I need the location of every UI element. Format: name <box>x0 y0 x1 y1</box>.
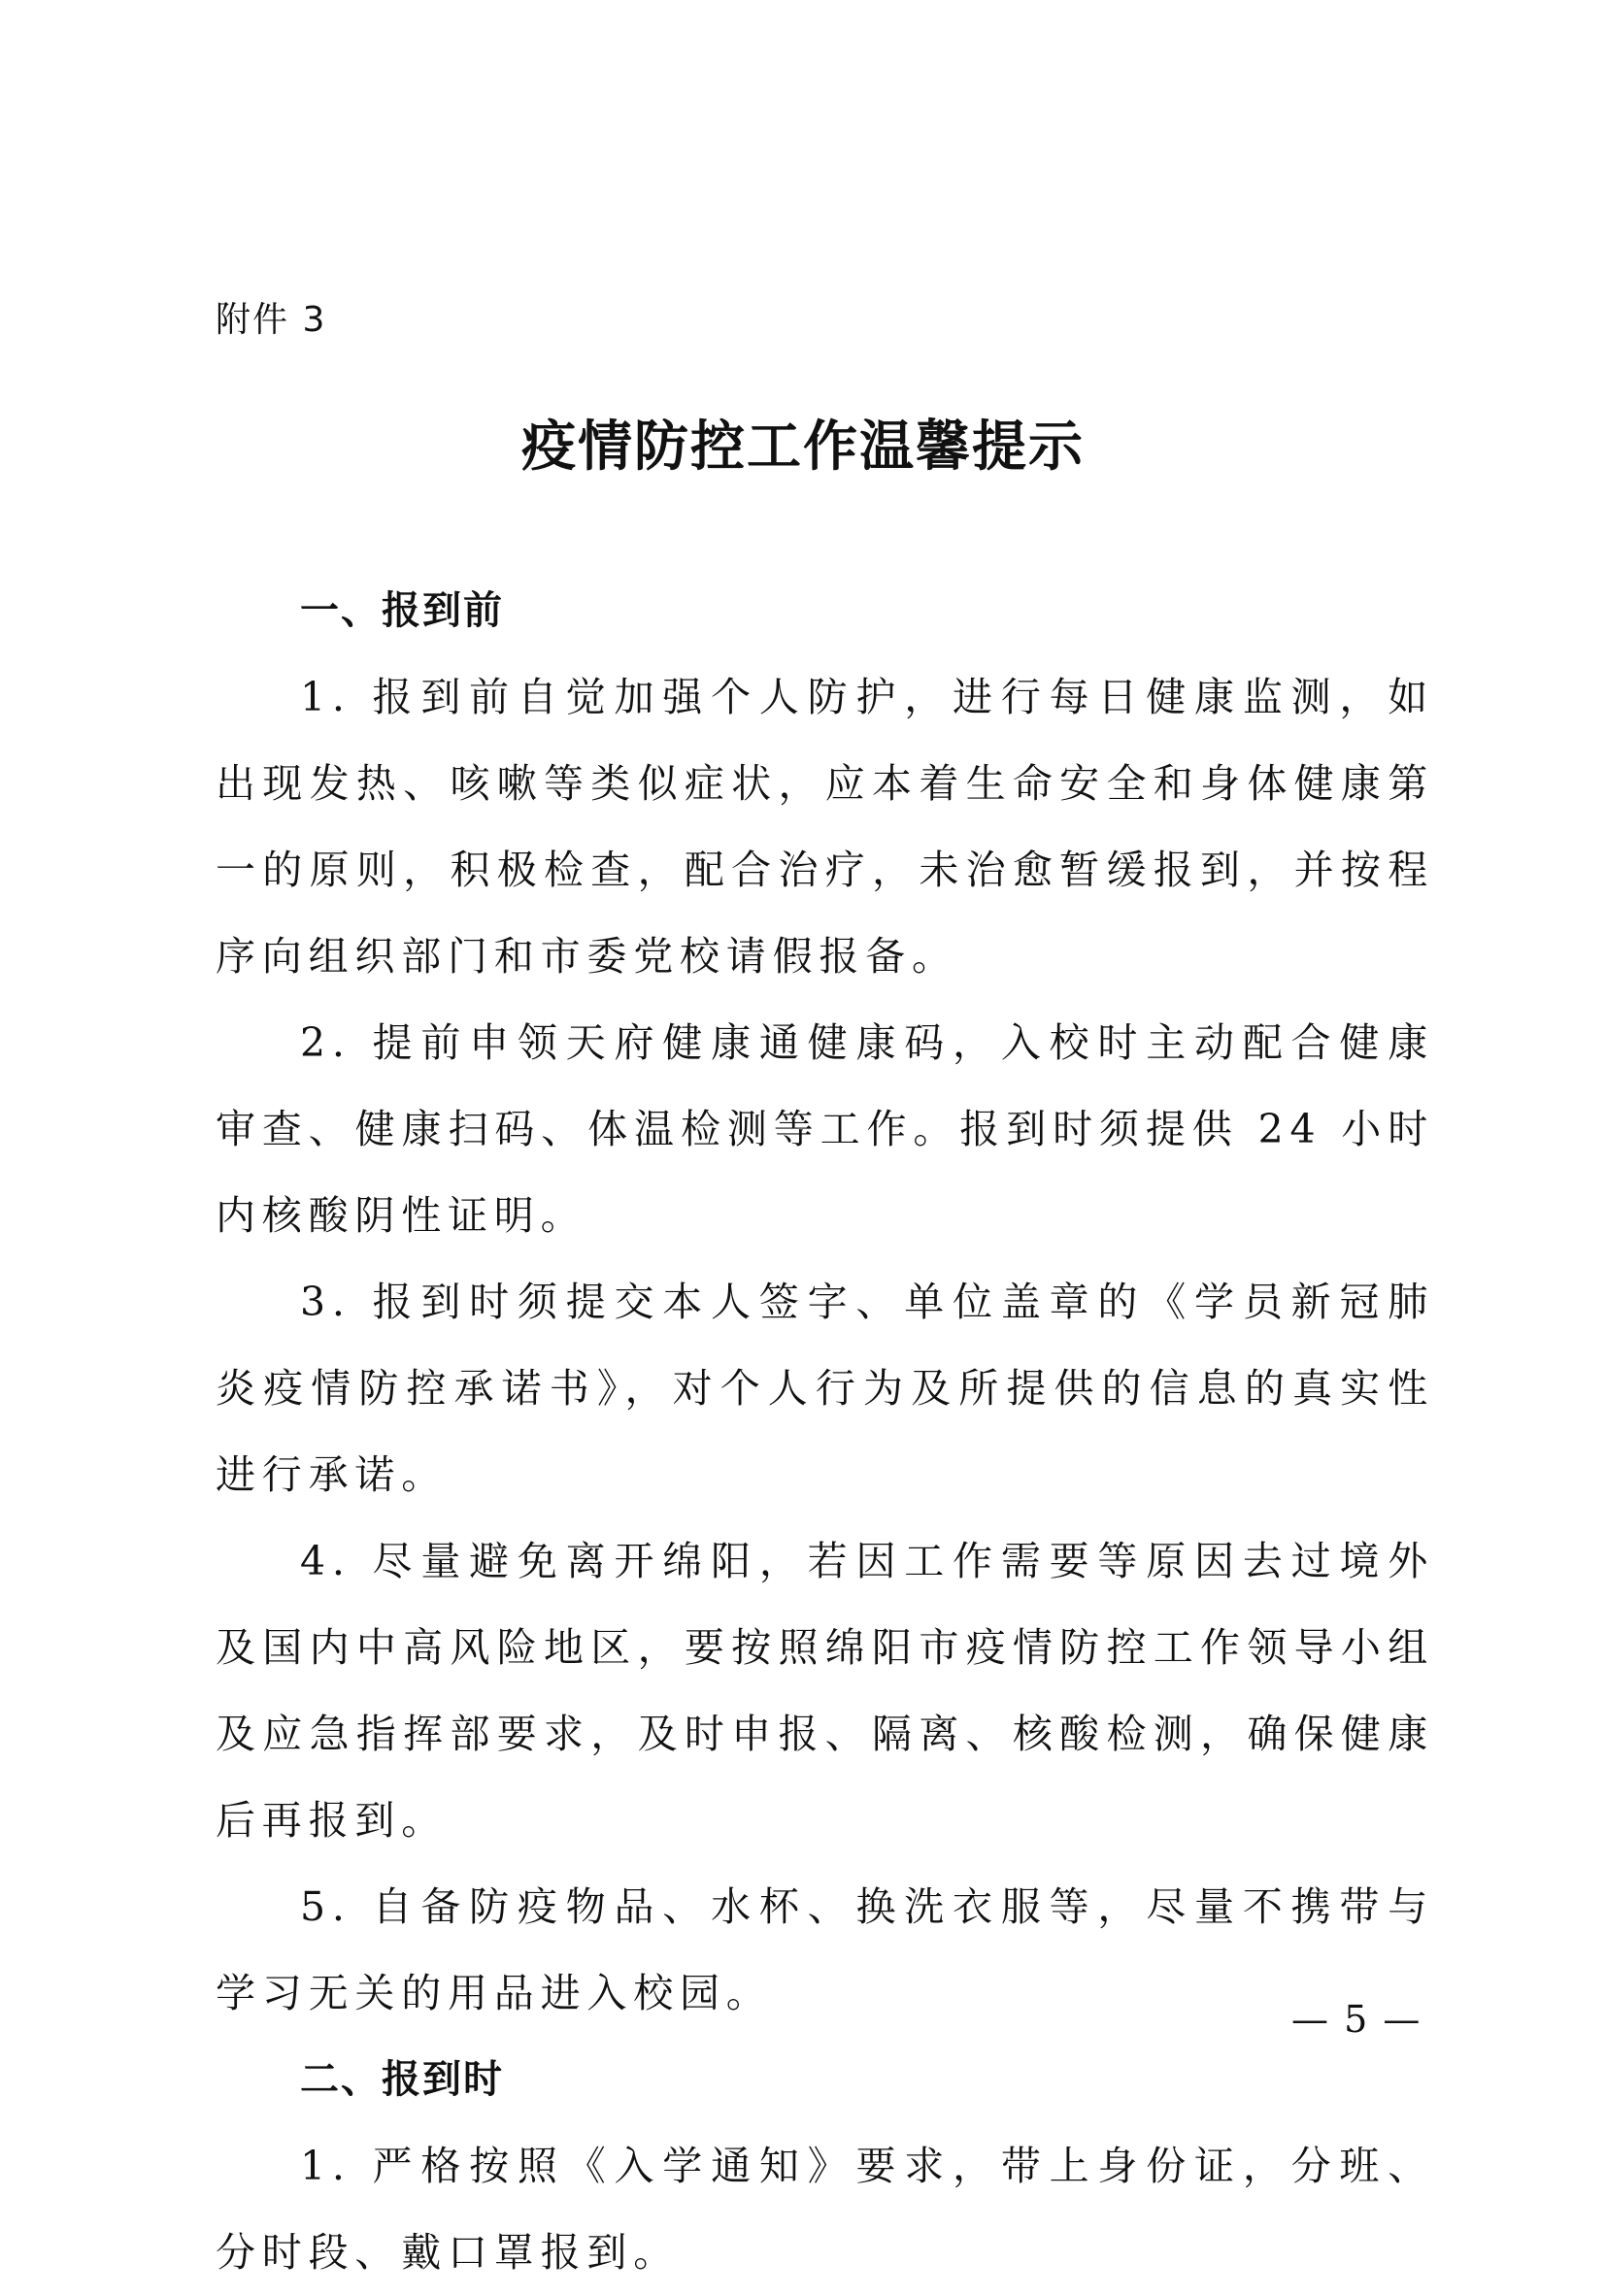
section-heading-during-registration: 二、报到时 <box>300 2057 504 2102</box>
document-body <box>216 568 1434 2296</box>
paragraph: 3. 报到时须提交本人签字、单位盖章的《学员新冠肺炎疫情防控承诺书》，对个人行为及所提供的信息的真实性进行承诺。 <box>216 1279 1434 1498</box>
page-number: — 5 — <box>1291 1998 1422 2041</box>
paragraph: 1. 严格按照《入学通知》要求，带上身份证，分班、分时段、戴口罩报到。 <box>216 2143 1434 2276</box>
paragraph: 4. 尽量避免离开绵阳，若因工作需要等原因去过境外及国内中高风险地区，要按照绵阳市疫情防控工作领导小组及应急指挥部要求，及时申报、隔离、核酸检测，确保健康后再报到。 <box>216 1538 1434 1844</box>
paragraph: 5. 自备防疫物品、水杯、换洗衣服等，尽量不携带与学习无关的用品进入校园。 <box>216 1883 1434 2016</box>
page-title: 疫情防控工作温馨提示 <box>521 415 1085 479</box>
section-heading-before-registration: 一、报到前 <box>300 588 504 633</box>
attachment-label: 附件 3 <box>216 300 327 340</box>
paragraph: 2. 提前申领天府健康通健康码，入校时主动配合健康审查、健康扫码、体温检测等工作。报到时须提供 24 小时内核酸阴性证明。 <box>216 1019 1434 1239</box>
paragraph: 1. 报到前自觉加强个人防护，进行每日健康监测，如出现发热、咳嗽等类似症状，应本着生命安全和身体健康第一的原则，积极检查，配合治疗，未治愈暂缓报到，并按程序向组织部门和市委党校请假报备。 <box>216 674 1434 980</box>
